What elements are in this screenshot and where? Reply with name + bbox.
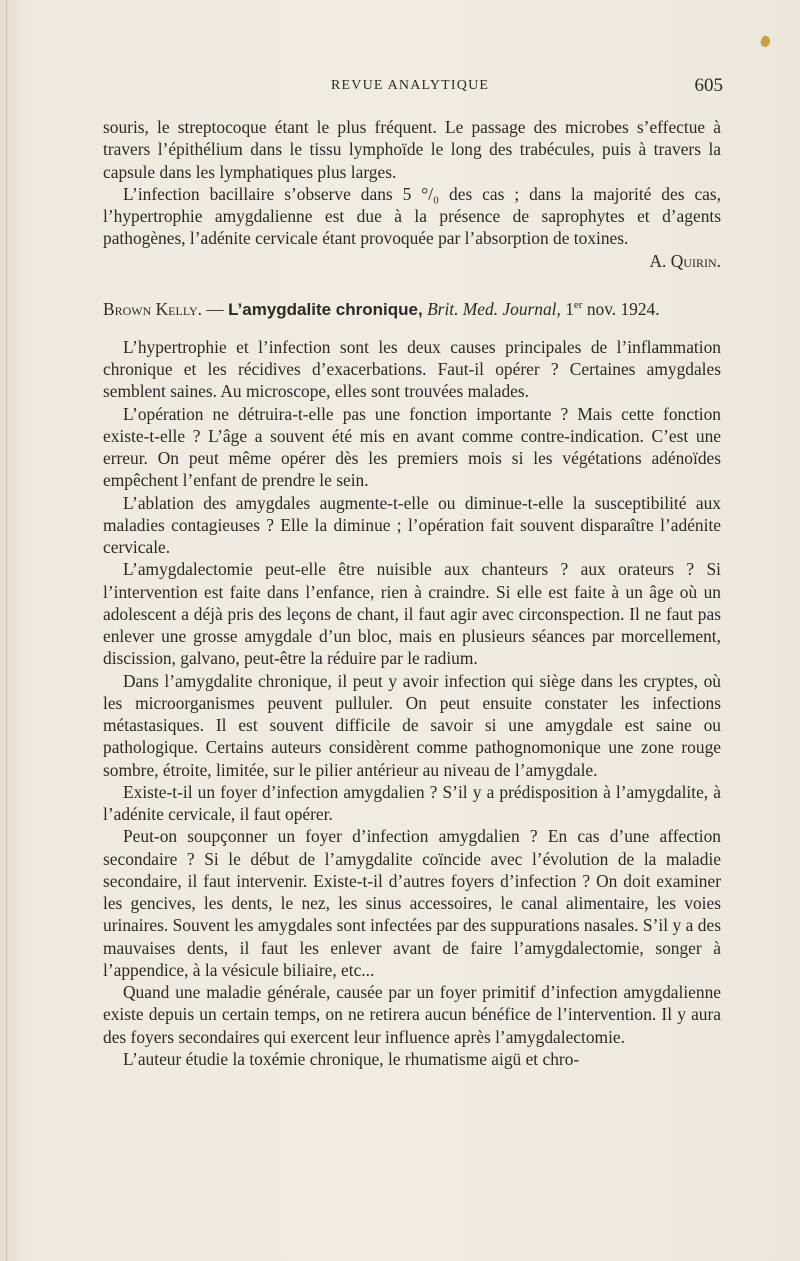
paragraph: Peut-on soupçonner un foyer d’infection amygdalien ? En cas d’une affection secondaire ? Si le début de l’amygdalite coïncide avec l’évolution de la maladie secondaire, il faut intervenir. Existe-t-il d’autres foyers d’infection ? On doit examiner les gencives, les dents, le nez, les sinus accessoires, le canal alimentaire, les voies urinaires. Souvent les amygdales sont infectées par des suppurations nasales. S’il y a des mauvaises dents, il faut les enlever avant de faire l’amygdalectomie, songer à l’appendice, à la vésicule biliaire, etc... xyxy=(103,826,721,980)
signature xyxy=(103,250,721,272)
page-edge-line xyxy=(6,0,7,1261)
reference-journal: Brit. Med. Journal, xyxy=(427,298,561,319)
reference-dash: — xyxy=(206,298,224,319)
paragraph: L’amygdalectomie peut-elle être nuisible aux chanteurs ? aux orateurs ? Si l’intervention est faite dans l’enfance, rien à craindre. Si elle est faite à un âge où un adolescent a déjà pris des leçons de chant, il faut agir avec circonspection. Il ne faut pas enlever une grosse amygdale d’un bloc, mais en plusieurs séances par morcellement, discission, galvano, peut-être la réduire par le radium. xyxy=(103,559,721,669)
paragraph: L’auteur étudie la toxémie chronique, le rhumatisme aigü et chro- xyxy=(123,1048,580,1069)
reference-date-rest: nov. 1924. xyxy=(582,298,660,319)
reference-title: L’amygdalite chronique, xyxy=(228,299,423,319)
paragraph: Existe-t-il un foyer d’infection amygdalien ? S’il y a prédisposition à l’amygdalite, à l’adénite cervicale, il faut opérer. xyxy=(103,781,721,825)
paragraph: L’infection bacillaire s’observe dans 5 °/₀ des cas ; dans la majorité des cas, l’hypertrophie amygdalienne est due à la présence de saprophytes et d’agents pathogènes, l’adénite cervicale étant provoquée par l’absorption de toxines. xyxy=(103,183,721,249)
paragraph: L’ablation des amygdales augmente-t-elle ou diminue-t-elle la susceptibilité aux maladies contagieuses ? Elle la diminue ; l’opération fait souvent disparaître l’adénite cervicale. xyxy=(103,492,721,558)
running-head: REVUE ANALYTIQUE xyxy=(331,78,490,93)
paragraph: L’hypertrophie et l’infection sont les deux causes principales de l’inflammation chronique et les récidives d’exacerbations. Faut-il opérer ? Certaines amygdales semblent saines. Au microscope, elles sont trouvées malades. xyxy=(103,336,721,402)
paragraph: Dans l’amygdalite chronique, il peut y avoir infection qui siège dans les cryptes, où les microorganismes peuvent pulluler. On peut ensuite constater les infections métastasiques. Il est souvent difficile de savoir si une amygdale est saine ou pathologique. Certains auteurs considèrent comme pathognomonique une zone rouge sombre, étroite, limitée, sur le pilier antérieur au niveau de l’amygdale. xyxy=(103,670,721,780)
article-body xyxy=(103,116,721,1070)
paragraph: L’opération ne détruira-t-elle pas une fonction importante ? Mais cette fonction existe-t-elle ? L’âge a souvent été mis en avant comme contre-indication. C’est une erreur. On peut même opérer dès les premiers mois si les végétations adénoïdes empêchent l’enfant de prendre le sein. xyxy=(103,403,721,491)
reference-author: Brown Kelly. xyxy=(103,298,202,319)
paper-stain xyxy=(759,35,771,48)
reference-date-sup: er xyxy=(573,298,583,311)
paragraph: souris, le streptocoque étant le plus fréquent. Le passage des microbes s’effectue à travers l’épithélium dans le tissu lymphoïde le long des trabécules, puis à travers la capsule dans les lymphatiques plus larges. xyxy=(103,117,721,182)
reference-heading xyxy=(103,294,721,321)
reference-date-prefix: 1 xyxy=(565,298,574,319)
page-header xyxy=(103,75,723,104)
page-number: 605 xyxy=(694,75,723,96)
signature-name: A. Quirin. xyxy=(649,250,721,271)
paragraph: Quand une maladie générale, causée par un foyer primitif d’infection amygdalienne existe depuis un certain temps, on ne retirera aucun bénéfice de l’intervention. Il y aura des foyers secondaires qui exercent leur influence après l’amygdalectomie. xyxy=(103,982,721,1047)
